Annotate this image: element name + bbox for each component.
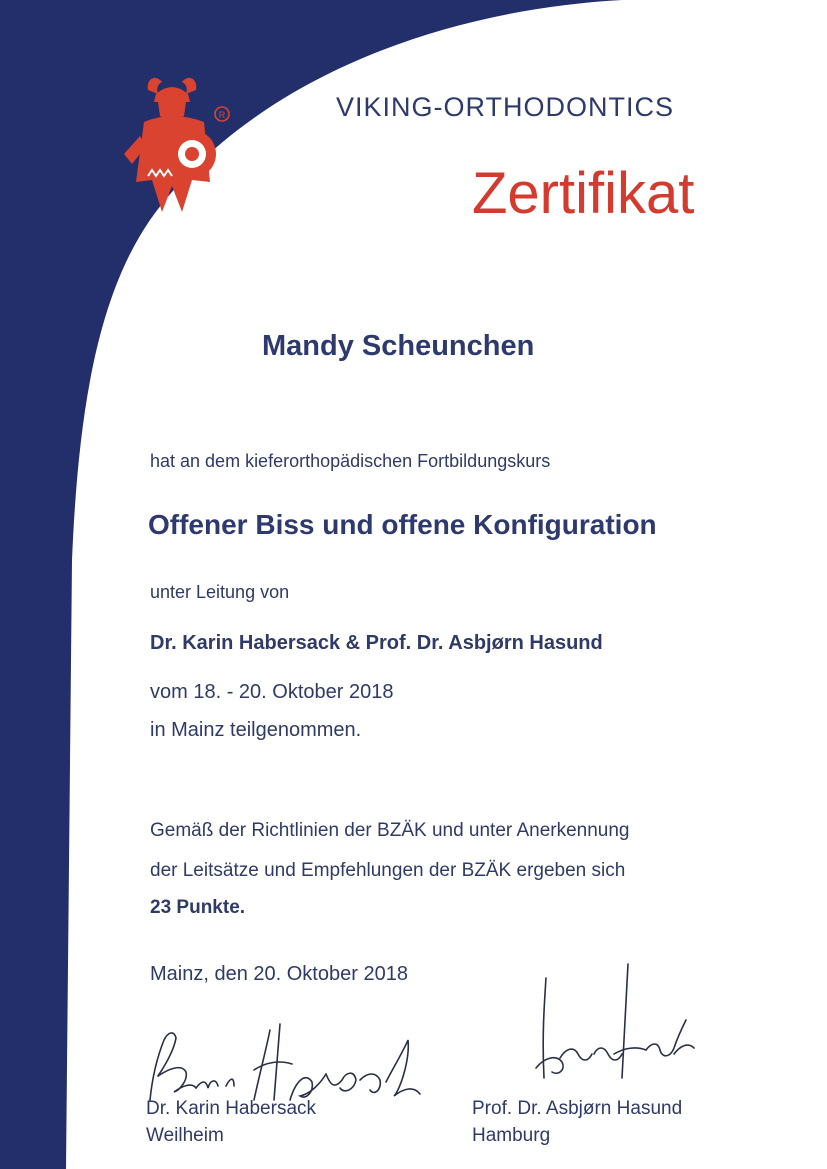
- signatory-2-city: Hamburg: [472, 1125, 551, 1146]
- company-name: VIKING-ORTHODONTICS: [336, 92, 675, 122]
- recipient-name: Mandy Scheunchen: [262, 330, 535, 362]
- guidelines-line-2: der Leitsätze und Empfehlungen der BZÄK ergeben sich: [150, 860, 626, 881]
- course-title: Offener Biss und offene Konfiguration: [148, 509, 657, 540]
- certificate-title: Zertifikat: [472, 161, 695, 226]
- signature-habersack: [130, 1010, 430, 1120]
- signing-place-date: Mainz, den 20. Oktober 2018: [150, 963, 408, 985]
- course-dates: vom 18. - 20. Oktober 2018: [150, 681, 394, 703]
- signature-hasund: [510, 958, 710, 1098]
- participation-text: hat an dem kieferorthopädischen Fortbildungskurs: [150, 451, 551, 471]
- points-awarded: 23 Punkte.: [150, 897, 246, 918]
- signatory-2-name: Prof. Dr. Asbjørn Hasund: [472, 1098, 683, 1119]
- led-by-text: unter Leitung von: [150, 582, 290, 602]
- signatory-1-city: Weilheim: [146, 1125, 224, 1146]
- svg-text:R: R: [218, 110, 226, 120]
- instructors: Dr. Karin Habersack & Prof. Dr. Asbjørn Hasund: [150, 632, 603, 654]
- viking-logo-icon: [118, 72, 238, 220]
- course-place: in Mainz teilgenommen.: [150, 719, 362, 741]
- signatory-1-name: Dr. Karin Habersack: [146, 1098, 317, 1119]
- guidelines-line-1: Gemäß der Richtlinien der BZÄK und unter Anerkennung: [150, 820, 630, 841]
